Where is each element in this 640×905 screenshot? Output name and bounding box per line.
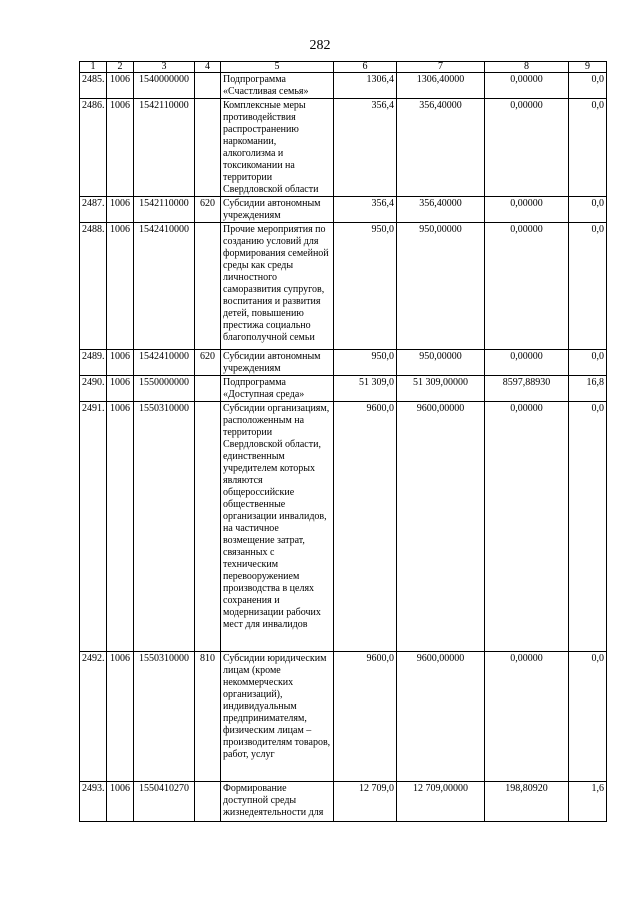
target-code: 1550000000	[134, 376, 195, 402]
value-col9: 0,0	[569, 73, 607, 99]
section-code: 1006	[107, 376, 134, 402]
row-number: 2490.	[80, 376, 107, 402]
table-row	[80, 402, 607, 652]
item-name: Субсидии автономным учреждениям	[221, 350, 334, 376]
value-col8: 0,00000	[485, 652, 569, 782]
value-col9: 0,0	[569, 99, 607, 197]
item-name: Субсидии организациям, расположенным на территории Свердловской области, единственным учредителем которых являются общероссийские общественные организации инвалидов, на частичное возмещение затрат, связанных с техническим перевооружением производства в целях сохранения и модернизации рабочих мест для инвалидов	[221, 402, 334, 652]
column-header: 6	[334, 62, 397, 73]
item-name: Формирование доступной среды жизнедеятельности для	[221, 782, 334, 822]
column-header: 8	[485, 62, 569, 73]
table-row	[80, 223, 607, 350]
value-col6: 356,4	[334, 99, 397, 197]
column-header: 2	[107, 62, 134, 73]
value-col8: 8597,88930	[485, 376, 569, 402]
value-col9: 1,6	[569, 782, 607, 822]
value-col9: 0,0	[569, 402, 607, 652]
value-col6: 1306,4	[334, 73, 397, 99]
row-number: 2486.	[80, 99, 107, 197]
value-col6: 51 309,0	[334, 376, 397, 402]
expense-type	[195, 402, 221, 652]
section-code: 1006	[107, 350, 134, 376]
expense-type	[195, 376, 221, 402]
value-col9: 0,0	[569, 652, 607, 782]
target-code: 1550310000	[134, 402, 195, 652]
row-number: 2491.	[80, 402, 107, 652]
header-row	[80, 62, 607, 73]
section-code: 1006	[107, 782, 134, 822]
table-row	[80, 652, 607, 782]
value-col8: 0,00000	[485, 197, 569, 223]
section-code: 1006	[107, 73, 134, 99]
item-name: Субсидии юридическим лицам (кроме некоммерческих организаций), индивидуальным предпринимателям, физическим лицам – производителям товаров, работ, услуг	[221, 652, 334, 782]
value-col6: 950,0	[334, 223, 397, 350]
item-name: Подпрограмма «Счастливая семья»	[221, 73, 334, 99]
table-row	[80, 197, 607, 223]
expense-type	[195, 73, 221, 99]
column-header: 7	[397, 62, 485, 73]
column-header: 5	[221, 62, 334, 73]
section-code: 1006	[107, 223, 134, 350]
table-row	[80, 350, 607, 376]
value-col6: 950,0	[334, 350, 397, 376]
row-number: 2488.	[80, 223, 107, 350]
target-code: 1550310000	[134, 652, 195, 782]
value-col6: 356,4	[334, 197, 397, 223]
value-col7: 950,00000	[397, 223, 485, 350]
value-col7: 1306,40000	[397, 73, 485, 99]
target-code: 1550410270	[134, 782, 195, 822]
value-col6: 9600,0	[334, 402, 397, 652]
target-code: 1542110000	[134, 197, 195, 223]
table-row	[80, 782, 607, 822]
section-code: 1006	[107, 402, 134, 652]
row-number: 2485.	[80, 73, 107, 99]
row-number: 2492.	[80, 652, 107, 782]
item-name: Прочие мероприятия по созданию условий для формирования семейной среды как среды личностного саморазвития супругов, воспитания и развития детей, повышению престижа социально благополучной семьи	[221, 223, 334, 350]
target-code: 1542110000	[134, 99, 195, 197]
page-number: 282	[309, 38, 331, 53]
section-code: 1006	[107, 197, 134, 223]
expense-type	[195, 223, 221, 350]
value-col8: 0,00000	[485, 223, 569, 350]
target-code: 1542410000	[134, 350, 195, 376]
table-row	[80, 99, 607, 197]
row-number: 2493.	[80, 782, 107, 822]
value-col7: 12 709,00000	[397, 782, 485, 822]
expense-type	[195, 782, 221, 822]
value-col8: 0,00000	[485, 73, 569, 99]
value-col9: 0,0	[569, 197, 607, 223]
value-col6: 12 709,0	[334, 782, 397, 822]
item-name: Комплексные меры противодействия распространению наркомании, алкоголизма и токсикомании на территории Свердловской области	[221, 99, 334, 197]
value-col9: 16,8	[569, 376, 607, 402]
value-col7: 356,40000	[397, 99, 485, 197]
item-name: Подпрограмма «Доступная среда»	[221, 376, 334, 402]
item-name: Субсидии автономным учреждениям	[221, 197, 334, 223]
target-code: 1540000000	[134, 73, 195, 99]
value-col7: 9600,00000	[397, 402, 485, 652]
table-row	[80, 376, 607, 402]
row-number: 2487.	[80, 197, 107, 223]
expense-type: 620	[195, 350, 221, 376]
target-code: 1542410000	[134, 223, 195, 350]
column-header: 9	[569, 62, 607, 73]
value-col8: 0,00000	[485, 402, 569, 652]
expense-type	[195, 99, 221, 197]
value-col8: 0,00000	[485, 99, 569, 197]
expense-type: 620	[195, 197, 221, 223]
section-code: 1006	[107, 652, 134, 782]
value-col8: 198,80920	[485, 782, 569, 822]
value-col7: 356,40000	[397, 197, 485, 223]
budget-table	[79, 61, 607, 822]
column-header: 4	[195, 62, 221, 73]
column-header: 1	[80, 62, 107, 73]
value-col8: 0,00000	[485, 350, 569, 376]
table-row	[80, 73, 607, 99]
row-number: 2489.	[80, 350, 107, 376]
expense-type: 810	[195, 652, 221, 782]
value-col9: 0,0	[569, 350, 607, 376]
column-header: 3	[134, 62, 195, 73]
value-col9: 0,0	[569, 223, 607, 350]
value-col7: 950,00000	[397, 350, 485, 376]
value-col6: 9600,0	[334, 652, 397, 782]
section-code: 1006	[107, 99, 134, 197]
value-col7: 9600,00000	[397, 652, 485, 782]
value-col7: 51 309,00000	[397, 376, 485, 402]
